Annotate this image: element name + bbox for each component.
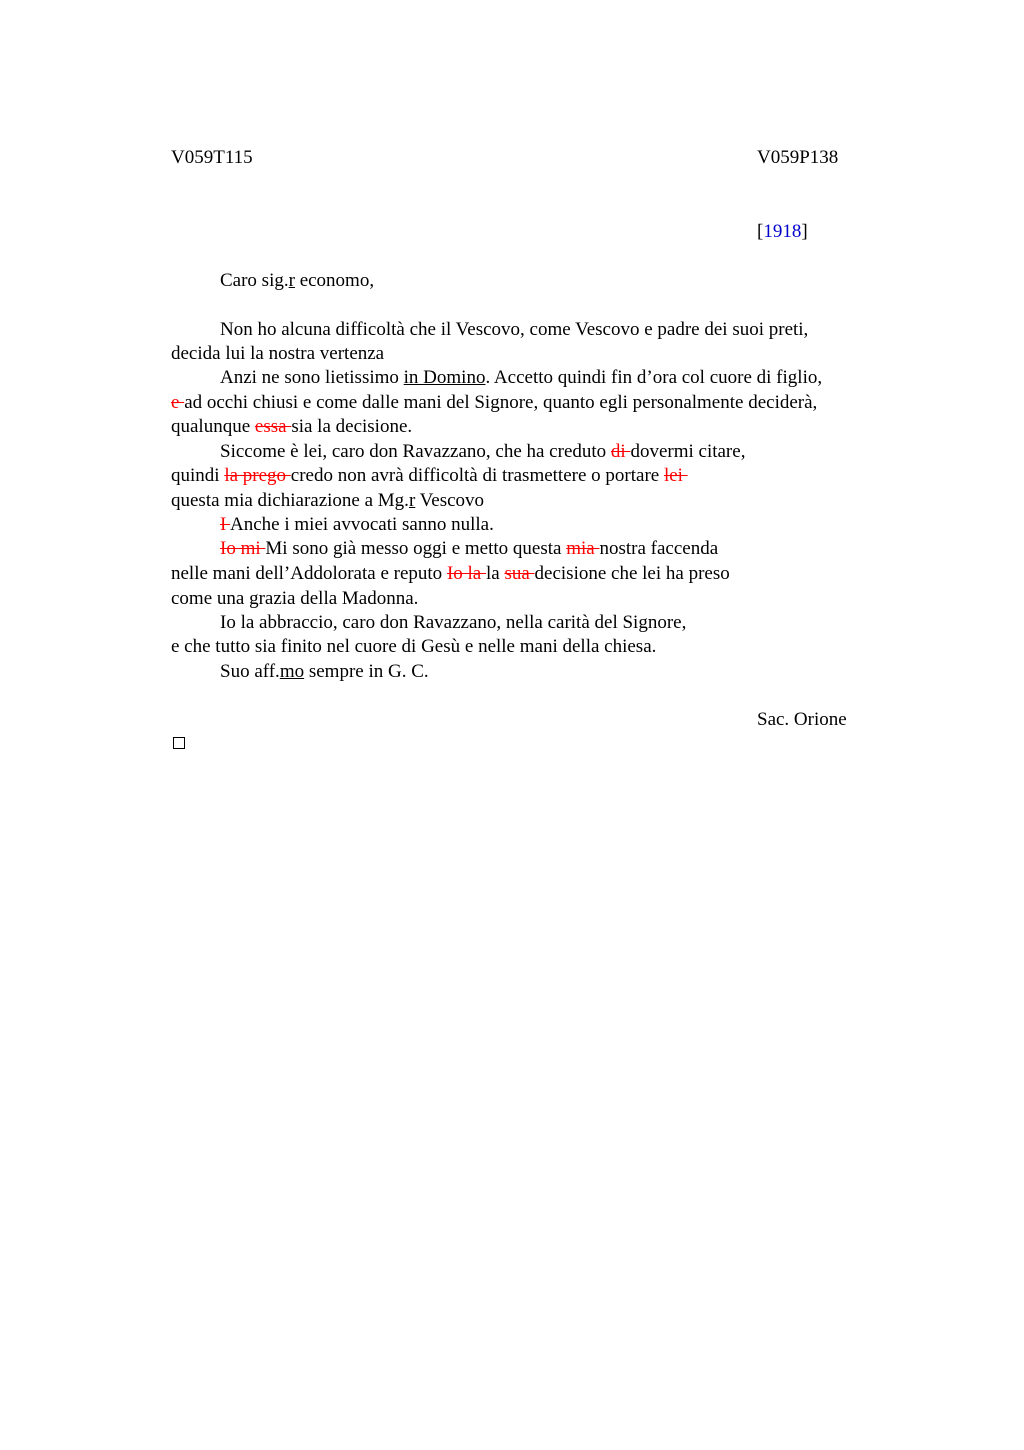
underlined-phrase: in Domino [403, 367, 486, 388]
body-line-4: e ad occhi chiusi e come dalle mani del Signore, quanto egli personalmente deciderà, [171, 392, 818, 413]
deleted-text: la prego [224, 465, 291, 486]
deleted-text: mia [566, 538, 600, 559]
body-line-1: Non ho alcuna difficoltà che il Vescovo, come Vescovo e padre dei suoi preti, [220, 319, 809, 340]
closing-line: Suo aff.mo sempre in G. C. [220, 661, 429, 682]
deleted-text: Io la [446, 563, 486, 584]
end-marker-square-icon [173, 737, 185, 749]
body-line-7: quindi la prego credo non avrà difficoltà di trasmettere o portare lei [171, 465, 688, 486]
header-right-code: V059P138 [757, 147, 839, 168]
body-line-11: nelle mani dell’Addolorata e reputo Io la la sua decisione che lei ha preso [171, 563, 730, 584]
signature: Sac. Orione [757, 709, 847, 730]
body-line-12: come una grazia della Madonna. [171, 588, 419, 609]
date-open-bracket: [ [757, 221, 764, 242]
body-line-3: Anzi ne sono lietissimo in Domino. Accetto quindi fin d’ora col cuore di figlio, [220, 367, 823, 388]
body-line-6: Siccome è lei, caro don Ravazzano, che ha creduto di dovermi citare, [220, 441, 746, 462]
header-left-code: V059T115 [171, 147, 253, 168]
body-line-14: e che tutto sia finito nel cuore di Gesù e nelle mani della chiesa. [171, 636, 657, 657]
deleted-text: essa [254, 416, 292, 437]
date-close-bracket: ] [801, 221, 808, 242]
letter-date [757, 220, 808, 244]
deleted-text: di [610, 441, 631, 462]
date-year: 1918 [763, 221, 802, 242]
abbrev-underline: r [408, 490, 416, 511]
body-line-5: qualunque essa sia la decisione. [171, 416, 413, 437]
body-line-2: decida lui la nostra vertenza [171, 343, 385, 364]
body-line-8: questa mia dichiarazione a Mg.r Vescovo [171, 490, 485, 511]
deleted-text: lei [663, 465, 688, 486]
deleted-text: e [171, 392, 185, 413]
abbrev-underline: mo [279, 661, 305, 682]
deleted-text: Io mi [220, 538, 266, 559]
body-line-13: Io la abbraccio, caro don Ravazzano, nella carità del Signore, [220, 612, 687, 633]
salutation: Caro sig.r economo, [220, 270, 375, 291]
deleted-text: sua [504, 563, 535, 584]
abbrev-underline: r [288, 270, 295, 291]
body-line-9: I Anche i miei avvocati sanno nulla. [220, 514, 494, 535]
deleted-text: I [220, 514, 231, 535]
body-line-10: Io mi Mi sono già messo oggi e metto questa mia nostra faccenda [220, 538, 719, 559]
